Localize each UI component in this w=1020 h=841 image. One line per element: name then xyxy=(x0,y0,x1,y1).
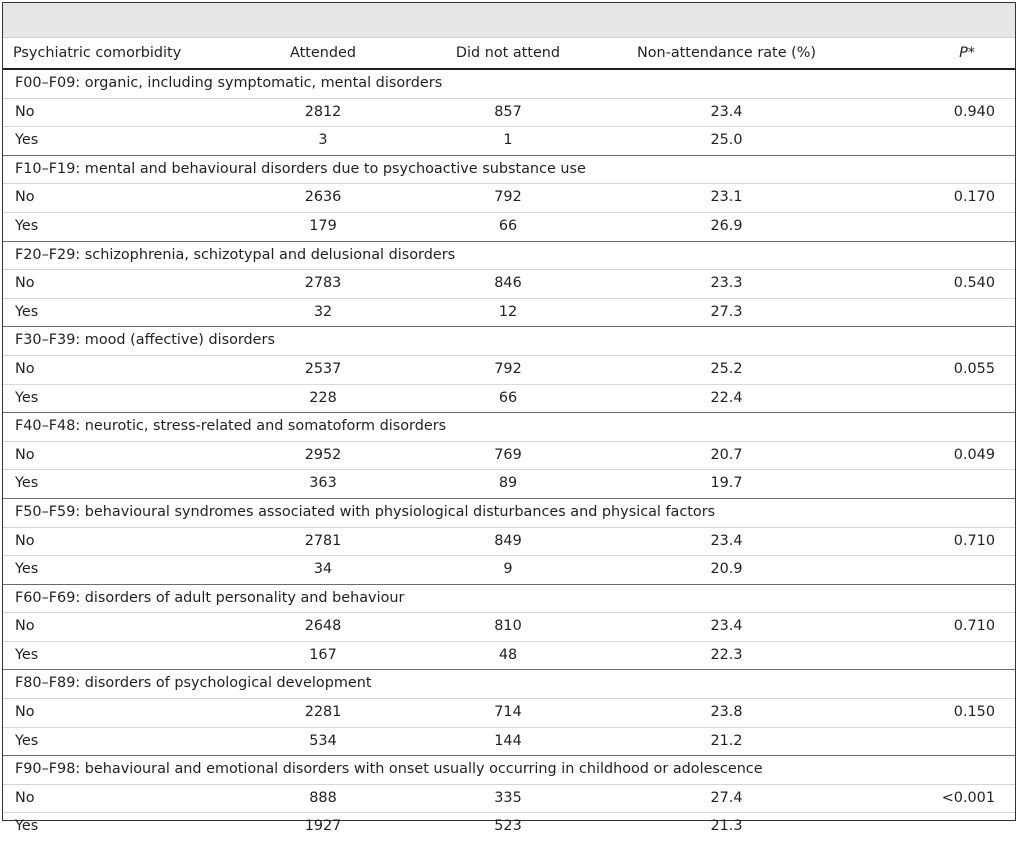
group-row xyxy=(3,498,1015,527)
did-not-attend-cell: 846 xyxy=(438,270,578,299)
group-row xyxy=(3,584,1015,613)
table-row-yes xyxy=(3,384,1015,413)
header-row xyxy=(3,38,1015,69)
attended-cell: 2952 xyxy=(208,441,438,470)
did-not-attend-cell: 89 xyxy=(438,470,578,499)
p-value-cell xyxy=(875,384,1015,413)
p-value-cell xyxy=(875,556,1015,585)
table-row-yes xyxy=(3,641,1015,670)
non-attendance-rate-cell: 25.2 xyxy=(578,355,875,384)
attended-cell: 3 xyxy=(208,127,438,156)
table-row-yes xyxy=(3,212,1015,241)
comorbidity-table xyxy=(3,38,1015,841)
attended-cell: 1927 xyxy=(304,818,342,835)
non-attendance-rate-cell: 23.4 xyxy=(578,613,875,642)
p-value-cell xyxy=(875,298,1015,327)
row-label: No xyxy=(3,784,208,813)
did-not-attend-cell: 792 xyxy=(438,355,578,384)
attended-cell: 363 xyxy=(208,470,438,499)
attended-cell: 2781 xyxy=(208,527,438,556)
table-row-yes xyxy=(3,127,1015,156)
did-not-attend-cell: 66 xyxy=(438,384,578,413)
attended-cell: 2783 xyxy=(208,270,438,299)
row-label: Yes xyxy=(15,818,39,835)
table-row-yes xyxy=(3,470,1015,499)
non-attendance-rate-cell: 25.0 xyxy=(578,127,875,156)
non-attendance-rate-cell: 20.9 xyxy=(578,556,875,585)
group-row xyxy=(3,155,1015,184)
p-value-cell xyxy=(875,727,1015,756)
table-row-no xyxy=(3,784,1015,813)
non-attendance-rate-cell: 26.9 xyxy=(578,212,875,241)
group-row xyxy=(3,413,1015,442)
p-value-cell: 0.710 xyxy=(875,527,1015,556)
non-attendance-rate-cell: 27.3 xyxy=(578,298,875,327)
did-not-attend-cell: 48 xyxy=(438,641,578,670)
non-attendance-rate-cell: 22.3 xyxy=(578,641,875,670)
header-comorbidity: Psychiatric comorbidity xyxy=(3,38,208,69)
attended-cell: 228 xyxy=(208,384,438,413)
p-value-cell xyxy=(875,127,1015,156)
non-attendance-rate-cell: 23.3 xyxy=(578,270,875,299)
non-attendance-rate-cell: 21.2 xyxy=(578,727,875,756)
table-row-no xyxy=(3,699,1015,728)
group-row xyxy=(3,756,1015,785)
group-label: F80–F89: disorders of psychological development xyxy=(3,670,1015,699)
p-value-cell: 0.049 xyxy=(875,441,1015,470)
table-row-yes xyxy=(3,813,1015,841)
p-value-cell xyxy=(875,813,1015,841)
row-label: Yes xyxy=(3,212,208,241)
row-label: Yes xyxy=(3,641,208,670)
header-attended: Attended xyxy=(208,38,438,69)
p-value-cell xyxy=(875,212,1015,241)
did-not-attend-cell: 523 xyxy=(494,818,522,835)
row-label: No xyxy=(3,441,208,470)
attended-cell: 34 xyxy=(208,556,438,585)
group-row xyxy=(3,670,1015,699)
non-attendance-rate-cell: 23.1 xyxy=(578,184,875,213)
attended-cell: 2281 xyxy=(208,699,438,728)
table-frame xyxy=(2,2,1016,835)
table-row-yes xyxy=(3,727,1015,756)
group-label: F50–F59: behavioural syndromes associated with physiological disturbances and physical factors xyxy=(3,498,1015,527)
p-value-cell: 0.170 xyxy=(875,184,1015,213)
p-value-cell xyxy=(875,641,1015,670)
row-label: No xyxy=(3,270,208,299)
non-attendance-rate-cell: 22.4 xyxy=(578,384,875,413)
did-not-attend-cell: 144 xyxy=(438,727,578,756)
caption-bar xyxy=(3,3,1015,38)
table-row-yes xyxy=(3,556,1015,585)
p-value-cell: <0.001 xyxy=(875,784,1015,813)
did-not-attend-cell: 792 xyxy=(438,184,578,213)
attended-cell: 32 xyxy=(208,298,438,327)
did-not-attend-cell: 857 xyxy=(438,98,578,127)
p-value-cell: 0.940 xyxy=(875,98,1015,127)
row-label: No xyxy=(3,184,208,213)
did-not-attend-cell: 9 xyxy=(438,556,578,585)
attended-cell: 888 xyxy=(208,784,438,813)
table-row-no xyxy=(3,527,1015,556)
did-not-attend-cell: 769 xyxy=(438,441,578,470)
row-label: No xyxy=(3,699,208,728)
attended-cell: 167 xyxy=(208,641,438,670)
row-label: Yes xyxy=(3,384,208,413)
group-label: F30–F39: mood (affective) disorders xyxy=(3,327,1015,356)
row-label: Yes xyxy=(3,470,208,499)
group-label: F00–F09: organic, including symptomatic, mental disorders xyxy=(3,69,1015,98)
non-attendance-rate-cell: 23.4 xyxy=(578,98,875,127)
header-did-not-attend: Did not attend xyxy=(438,38,578,69)
table-row-no xyxy=(3,184,1015,213)
p-value-cell: 0.710 xyxy=(875,613,1015,642)
did-not-attend-cell: 335 xyxy=(438,784,578,813)
group-row xyxy=(3,69,1015,98)
header-non-attendance-rate: Non-attendance rate (%) xyxy=(578,38,875,69)
attended-cell: 2537 xyxy=(208,355,438,384)
table-row-no xyxy=(3,441,1015,470)
did-not-attend-cell: 12 xyxy=(438,298,578,327)
group-label: F90–F98: behavioural and emotional disorders with onset usually occurring in childhood or adolescence xyxy=(3,756,1015,785)
non-attendance-rate-cell: 21.3 xyxy=(710,818,743,835)
table-row-no xyxy=(3,355,1015,384)
group-label: F60–F69: disorders of adult personality and behaviour xyxy=(3,584,1015,613)
header-p-value: P* xyxy=(875,38,1015,69)
row-label: No xyxy=(3,527,208,556)
attended-cell: 179 xyxy=(208,212,438,241)
p-value-cell: 0.150 xyxy=(875,699,1015,728)
group-row xyxy=(3,327,1015,356)
non-attendance-rate-cell: 19.7 xyxy=(578,470,875,499)
row-label: Yes xyxy=(3,298,208,327)
attended-cell: 534 xyxy=(208,727,438,756)
did-not-attend-cell: 810 xyxy=(438,613,578,642)
row-label: No xyxy=(3,98,208,127)
p-value-cell xyxy=(875,470,1015,499)
row-label: No xyxy=(3,613,208,642)
table-row-no xyxy=(3,98,1015,127)
table-row-no xyxy=(3,270,1015,299)
p-value-cell: 0.540 xyxy=(875,270,1015,299)
non-attendance-rate-cell: 23.8 xyxy=(578,699,875,728)
non-attendance-rate-cell: 23.4 xyxy=(578,527,875,556)
row-label: No xyxy=(3,355,208,384)
table-body xyxy=(3,69,1015,841)
group-row xyxy=(3,241,1015,270)
attended-cell: 2636 xyxy=(208,184,438,213)
attended-cell: 2812 xyxy=(208,98,438,127)
did-not-attend-cell: 714 xyxy=(438,699,578,728)
table-row-yes xyxy=(3,298,1015,327)
row-label: Yes xyxy=(3,127,208,156)
row-label: Yes xyxy=(3,556,208,585)
group-label: F40–F48: neurotic, stress-related and somatoform disorders xyxy=(3,413,1015,442)
group-label: F20–F29: schizophrenia, schizotypal and delusional disorders xyxy=(3,241,1015,270)
group-label: F10–F19: mental and behavioural disorders due to psychoactive substance use xyxy=(3,155,1015,184)
table-row-no xyxy=(3,613,1015,642)
p-value-cell: 0.055 xyxy=(875,355,1015,384)
did-not-attend-cell: 849 xyxy=(438,527,578,556)
did-not-attend-cell: 1 xyxy=(438,127,578,156)
did-not-attend-cell: 66 xyxy=(438,212,578,241)
row-label: Yes xyxy=(3,727,208,756)
non-attendance-rate-cell: 20.7 xyxy=(578,441,875,470)
attended-cell: 2648 xyxy=(208,613,438,642)
non-attendance-rate-cell: 27.4 xyxy=(578,784,875,813)
